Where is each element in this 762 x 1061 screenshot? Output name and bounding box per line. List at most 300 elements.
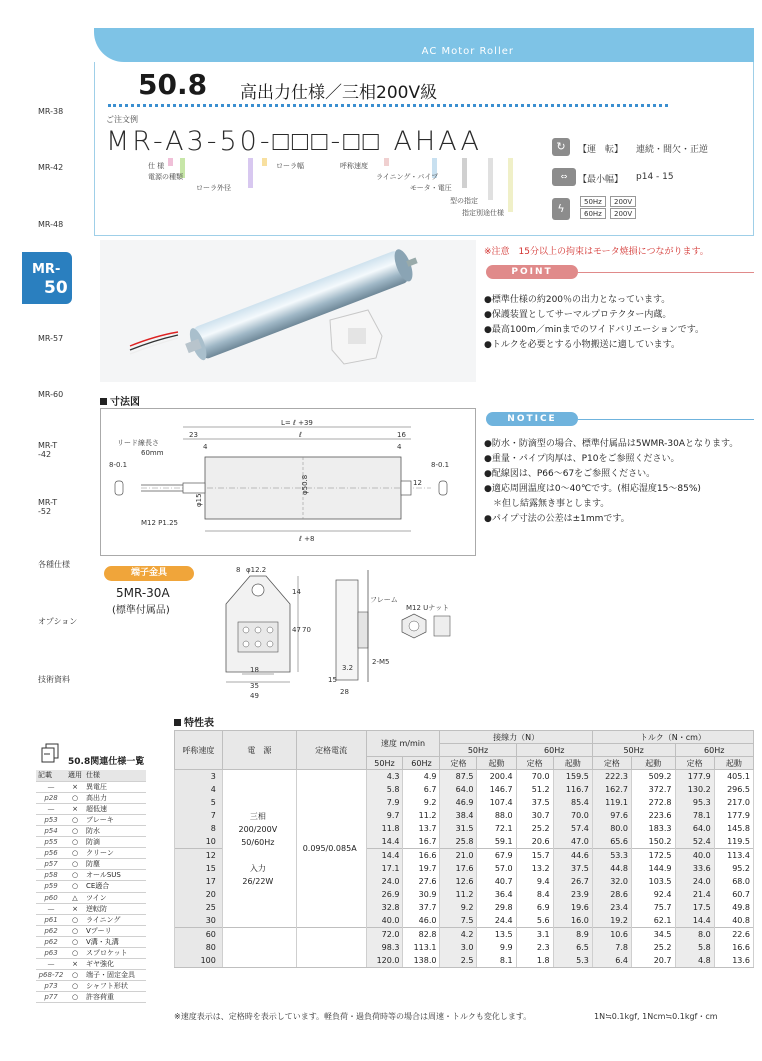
related-apply: ○ <box>66 914 84 925</box>
side-active-line1: MR- <box>32 262 61 277</box>
side-active-line2: 50 <box>44 278 68 298</box>
cell-value: 8.9 <box>553 928 592 941</box>
table-row <box>175 928 754 941</box>
row-speed-name: 60 <box>175 928 223 941</box>
related-page[interactable]: p54 <box>36 825 66 836</box>
side-nav-mr57[interactable]: MR-57 <box>38 334 64 343</box>
cell-value: 24.0 <box>366 875 403 888</box>
th-speed-50: 50Hz <box>366 757 403 770</box>
caution-note: ※注意 15分以上の拘束はモータ焼損につながります。 <box>484 247 709 257</box>
cell-value: 29.8 <box>477 901 516 914</box>
cell-value: 59.1 <box>477 835 516 848</box>
row-speed-name: 10 <box>175 835 223 848</box>
characteristics-title: 特性表 <box>174 714 214 729</box>
related-row <box>36 781 146 792</box>
dim-4b: 4 <box>397 443 402 451</box>
cell-value: 4.9 <box>403 770 440 783</box>
model-label-width: ローラ幅 <box>276 162 304 170</box>
related-page[interactable]: p60 <box>36 892 66 903</box>
cell-value: 6.5 <box>553 941 592 954</box>
side-nav-tech[interactable]: 技術資料 <box>38 675 70 684</box>
notice-item-6: ●パイプ寸法の公差は±1mmです。 <box>484 514 630 524</box>
cell-value: 70.0 <box>553 809 592 822</box>
related-page[interactable]: p55 <box>36 837 66 848</box>
related-page[interactable]: p59 <box>36 881 66 892</box>
cell-value: 159.5 <box>553 770 592 783</box>
cell-value: 95.3 <box>675 796 714 809</box>
cell-value: 20.7 <box>632 954 676 967</box>
model-label-diameter: ローラ外径 <box>196 184 231 192</box>
term-15: 15 <box>328 676 337 684</box>
cell-value: 44.8 <box>592 862 631 875</box>
term-frame: フレーム <box>370 596 398 604</box>
related-spec: Vプーリ <box>84 925 146 936</box>
row-speed-name: 25 <box>175 901 223 914</box>
point-item-3: ●最高100m／minまでのワイドバリエーションです。 <box>484 325 705 335</box>
cell-value: 51.2 <box>516 783 553 796</box>
terminal-pill: 端子金具 <box>104 566 194 581</box>
cell-value: 2.5 <box>440 954 477 967</box>
th-t60-start: 起動 <box>553 757 592 770</box>
term-70: 70 <box>302 626 311 634</box>
th-torque: トルク（N・cm） <box>592 731 753 744</box>
side-nav-options[interactable]: オプション <box>38 617 78 626</box>
related-row <box>36 892 146 903</box>
term-32: 3.2 <box>342 664 354 672</box>
cell-value: 70.0 <box>516 770 553 783</box>
related-apply: × <box>66 781 84 792</box>
related-spec: 超低速 <box>84 803 146 814</box>
operation-label: 【運 転】 <box>578 145 624 155</box>
cell-value: 17.1 <box>366 862 403 875</box>
cell-value: 85.4 <box>553 796 592 809</box>
cell-value: 64.0 <box>675 822 714 835</box>
related-spec: オールSUS <box>84 870 146 881</box>
related-apply: ○ <box>66 792 84 803</box>
row-speed-name: 7 <box>175 809 223 822</box>
side-nav-mr38[interactable]: MR-38 <box>38 107 64 116</box>
group-power-line: 入力 <box>249 863 266 873</box>
related-apply: ○ <box>66 837 84 848</box>
th-q60-rated: 定格 <box>675 757 714 770</box>
cell-value: 8.4 <box>516 888 553 901</box>
related-spec: スプロケット <box>84 948 146 959</box>
cell-value: 80.0 <box>592 822 631 835</box>
side-nav-mrt42[interactable]: MR-T -42 <box>38 441 58 459</box>
title-divider <box>108 104 668 107</box>
model-label-spec: 仕 様 <box>148 162 165 170</box>
cell-value: 16.6 <box>714 941 753 954</box>
cell-value: 4.8 <box>675 954 714 967</box>
point-item-2: ●保護装置としてサーマルプロテクター内蔵。 <box>484 310 672 320</box>
th-t50-rated: 定格 <box>440 757 477 770</box>
dim-sec2: 8-0.1 <box>431 461 450 469</box>
related-page[interactable]: — <box>36 781 66 792</box>
related-specs-icon <box>40 742 62 764</box>
dim-lead-len: 60mm <box>141 449 164 457</box>
related-page[interactable]: — <box>36 903 66 914</box>
th-t50-start: 起動 <box>477 757 516 770</box>
related-page[interactable]: p63 <box>36 948 66 959</box>
empty-cell <box>296 928 366 941</box>
related-spec: クリーン <box>84 848 146 859</box>
model-label-type: 型の指定 <box>450 197 478 205</box>
dim-4a: 4 <box>203 443 208 451</box>
related-spec: シャフト形状 <box>84 981 146 992</box>
cell-value: 9.7 <box>366 809 403 822</box>
cell-value: 44.6 <box>553 849 592 862</box>
related-row <box>36 992 146 1003</box>
cell-value: 14.4 <box>366 849 403 862</box>
cell-value: 11.8 <box>366 822 403 835</box>
th-tension-50: 50Hz <box>440 744 516 757</box>
side-nav-mr48[interactable]: MR-48 <box>38 220 64 229</box>
model-bar-8 <box>488 158 493 200</box>
related-apply: × <box>66 903 84 914</box>
related-apply: ○ <box>66 981 84 992</box>
cell-value: 5.6 <box>516 915 553 928</box>
related-page[interactable]: — <box>36 803 66 814</box>
cell-value: 26.9 <box>366 888 403 901</box>
related-apply: ○ <box>66 814 84 825</box>
cell-value: 138.0 <box>403 954 440 967</box>
related-page[interactable]: p53 <box>36 814 66 825</box>
empty-cell <box>222 941 296 954</box>
cell-value: 97.6 <box>592 809 631 822</box>
cell-value: 34.5 <box>632 928 676 941</box>
related-spec: 防滴 <box>84 837 146 848</box>
terminal-drawing <box>206 560 476 706</box>
related-row <box>36 837 146 848</box>
power-hz-50: 50Hz <box>580 196 606 207</box>
cell-value: 47.0 <box>553 835 592 848</box>
row-speed-name: 80 <box>175 941 223 954</box>
cell-value: 23.4 <box>592 901 631 914</box>
empty-cell <box>222 954 296 967</box>
th-speed-60: 60Hz <box>403 757 440 770</box>
related-page[interactable]: p73 <box>36 981 66 992</box>
cell-value: 38.4 <box>440 809 477 822</box>
cell-value: 172.5 <box>632 849 676 862</box>
cell-value: 113.1 <box>403 941 440 954</box>
table-row <box>175 954 754 967</box>
empty-cell <box>222 928 296 941</box>
related-page[interactable]: p62 <box>36 936 66 947</box>
related-apply: ○ <box>66 970 84 981</box>
related-specs-table <box>36 770 146 1003</box>
related-row <box>36 870 146 881</box>
cell-value: 9.2 <box>440 901 477 914</box>
cell-value: 46.0 <box>403 915 440 928</box>
model-bar-1 <box>168 158 173 166</box>
related-apply: ○ <box>66 936 84 947</box>
cell-value: 296.5 <box>714 783 753 796</box>
side-nav-mr50-active[interactable] <box>22 252 72 304</box>
dim-16: 16 <box>397 431 406 439</box>
cell-value: 21.0 <box>440 849 477 862</box>
cell-value: 24.0 <box>675 875 714 888</box>
related-apply: ○ <box>66 948 84 959</box>
group-power-line: 50/60Hz <box>241 837 275 847</box>
cell-value: 3.0 <box>440 941 477 954</box>
cell-value: 14.4 <box>366 835 403 848</box>
cell-value: 372.7 <box>632 783 676 796</box>
cell-value: 32.8 <box>366 901 403 914</box>
row-speed-name: 8 <box>175 822 223 835</box>
term-m5: 2-M5 <box>372 658 390 666</box>
cell-value: 87.5 <box>440 770 477 783</box>
cell-value: 21.4 <box>675 888 714 901</box>
cell-value: 20.6 <box>516 835 553 848</box>
related-row <box>36 948 146 959</box>
term-47: 47 <box>292 626 301 634</box>
point-item-1: ●標準仕様の約200％の出力となっています。 <box>484 295 671 305</box>
empty-cell <box>296 941 366 954</box>
row-speed-name: 15 <box>175 862 223 875</box>
speed-note: ※速度表示は、定格時を表示しています。軽負荷・過負荷時等の場合は周速・トルクも変化します。 <box>174 1012 532 1021</box>
cell-value: 25.2 <box>516 822 553 835</box>
side-nav-mr42[interactable]: MR-42 <box>38 163 64 172</box>
related-spec: ブレーキ <box>84 814 146 825</box>
cell-value: 9.9 <box>477 941 516 954</box>
side-nav-mr60[interactable]: MR-60 <box>38 390 64 399</box>
rotate-arrows-icon: ↻ <box>552 138 570 156</box>
cell-value: 22.6 <box>714 928 753 941</box>
row-speed-name: 17 <box>175 875 223 888</box>
dim-ell8: ℓ +8 <box>299 535 315 543</box>
cell-value: 8.1 <box>477 954 516 967</box>
cell-value: 10.6 <box>592 928 631 941</box>
cell-value: 11.2 <box>440 888 477 901</box>
cell-value: 40.8 <box>714 915 753 928</box>
dimension-drawing <box>100 408 476 556</box>
cell-value: 98.3 <box>366 941 403 954</box>
cell-value: 177.9 <box>714 809 753 822</box>
related-page[interactable]: p56 <box>36 848 66 859</box>
notice-item-4: ●適応周囲温度は0～40℃です。(相応湿度15～85%) <box>484 484 701 494</box>
related-row <box>36 825 146 836</box>
group-power <box>222 770 296 928</box>
cell-value: 200.4 <box>477 770 516 783</box>
cell-value: 57.0 <box>477 862 516 875</box>
cell-value: 11.2 <box>403 809 440 822</box>
row-speed-name: 100 <box>175 954 223 967</box>
related-apply: ○ <box>66 870 84 881</box>
related-apply: ○ <box>66 848 84 859</box>
cell-value: 40.0 <box>675 849 714 862</box>
power-v-50: 200V <box>610 196 636 207</box>
operation-value: 連続・間欠・正逆 <box>636 145 709 155</box>
cell-value: 57.4 <box>553 822 592 835</box>
notice-item-1: ●防水・防滴型の場合、標準付属品は5WMR-30Aとなります。 <box>484 439 739 449</box>
cell-value: 75.7 <box>632 901 676 914</box>
table-row <box>175 941 754 954</box>
term-14: 14 <box>292 588 301 596</box>
related-apply: ○ <box>66 825 84 836</box>
related-row <box>36 970 146 981</box>
characteristics-table <box>174 730 754 968</box>
related-page[interactable]: — <box>36 959 66 970</box>
cell-value: 26.7 <box>553 875 592 888</box>
cell-value: 68.0 <box>714 875 753 888</box>
th-q50-rated: 定格 <box>592 757 631 770</box>
cell-value: 5.8 <box>675 941 714 954</box>
related-page[interactable]: p77 <box>36 992 66 1003</box>
row-speed-name: 12 <box>175 849 223 862</box>
cell-value: 23.9 <box>553 888 592 901</box>
cell-value: 13.6 <box>714 954 753 967</box>
cell-value: 65.6 <box>592 835 631 848</box>
th-speed: 速度 m/min <box>366 731 440 757</box>
cell-value: 6.4 <box>592 954 631 967</box>
cell-value: 27.6 <box>403 875 440 888</box>
group-power-line <box>223 849 293 862</box>
related-row <box>36 959 146 970</box>
model-label-speed: 呼称速度 <box>340 162 368 170</box>
related-page[interactable]: p62 <box>36 925 66 936</box>
related-page[interactable]: p61 <box>36 914 66 925</box>
model-label-lining: ライニング・パイプ <box>376 173 439 181</box>
cell-value: 272.8 <box>632 796 676 809</box>
related-page[interactable]: p28 <box>36 792 66 803</box>
cell-value: 37.5 <box>553 862 592 875</box>
group-current: 0.095/0.085A <box>296 770 366 928</box>
terminal-block <box>330 310 382 364</box>
group-power-line: 26/22W <box>242 876 274 886</box>
model-bar-3 <box>248 158 253 188</box>
related-spec: ツイン <box>84 892 146 903</box>
cell-value: 130.2 <box>675 783 714 796</box>
th-torque-60: 60Hz <box>675 744 753 757</box>
related-row <box>36 792 146 803</box>
point-pill: POINT <box>486 265 578 279</box>
related-row <box>36 981 146 992</box>
page-title: 高出力仕様／三相200V級 <box>240 83 438 103</box>
related-row <box>36 903 146 914</box>
dim-phi15: φ15 <box>195 493 203 507</box>
related-spec: 防塵 <box>84 859 146 870</box>
related-apply: × <box>66 803 84 814</box>
term-49: 49 <box>250 692 259 700</box>
related-spec: ギヤ強化 <box>84 959 146 970</box>
cell-value: 78.1 <box>675 809 714 822</box>
related-spec: ライニング <box>84 914 146 925</box>
table-row <box>175 770 754 783</box>
term-28: 28 <box>340 688 349 696</box>
related-spec: 高出力 <box>84 792 146 803</box>
cell-value: 177.9 <box>675 770 714 783</box>
row-speed-name: 5 <box>175 796 223 809</box>
related-page[interactable]: p58 <box>36 870 66 881</box>
point-item-4: ●トルクを必要とする小物搬送に適しています。 <box>484 340 680 350</box>
cell-value: 222.3 <box>592 770 631 783</box>
min-width-label: 【最小幅】 <box>578 175 624 185</box>
th-tension-60: 60Hz <box>516 744 592 757</box>
term-18: 18 <box>250 666 259 674</box>
related-title: 50.8関連仕様一覧 <box>68 757 145 767</box>
cell-value: 32.0 <box>592 875 631 888</box>
min-width-value: p14 - 15 <box>636 172 674 182</box>
cell-value: 16.0 <box>553 915 592 928</box>
cell-value: 64.0 <box>440 783 477 796</box>
empty-cell <box>296 954 366 967</box>
cell-value: 509.2 <box>632 770 676 783</box>
cell-value: 19.6 <box>553 901 592 914</box>
cell-value: 53.3 <box>592 849 631 862</box>
th-rated-current: 定格電流 <box>296 731 366 770</box>
notice-pill: NOTICE <box>486 412 578 426</box>
roller-width-icon: ⇔ <box>552 168 576 186</box>
cell-value: 13.5 <box>477 928 516 941</box>
roller-illustration <box>100 240 476 382</box>
cell-value: 25.8 <box>440 835 477 848</box>
cell-value: 17.6 <box>440 862 477 875</box>
cell-value: 37.5 <box>516 796 553 809</box>
cell-value: 13.2 <box>516 862 553 875</box>
cell-value: 6.7 <box>403 783 440 796</box>
cell-value: 150.2 <box>632 835 676 848</box>
cell-value: 7.9 <box>366 796 403 809</box>
cell-value: 30.7 <box>516 809 553 822</box>
cell-value: 9.4 <box>516 875 553 888</box>
unit-note: 1N≒0.1kgf, 1Ncm≒0.1kgf・cm <box>594 1012 718 1021</box>
related-row <box>36 936 146 947</box>
cell-value: 67.9 <box>477 849 516 862</box>
model-bar-4 <box>262 158 267 166</box>
dim-l: L= ℓ +39 <box>281 419 313 427</box>
dim-lead: リード線長さ <box>117 439 159 447</box>
related-spec: 端子・固定金具 <box>84 970 146 981</box>
dim-12: 12 <box>413 479 422 487</box>
cell-value: 144.9 <box>632 862 676 875</box>
cell-value: 24.4 <box>477 915 516 928</box>
model-bar-7 <box>462 158 467 188</box>
cell-value: 40.7 <box>477 875 516 888</box>
cell-value: 25.2 <box>632 941 676 954</box>
th-tension: 接線力（N） <box>440 731 592 744</box>
related-row <box>36 803 146 814</box>
cell-value: 146.7 <box>477 783 516 796</box>
th-t60-rated: 定格 <box>516 757 553 770</box>
row-speed-name: 4 <box>175 783 223 796</box>
cell-value: 12.6 <box>440 875 477 888</box>
cell-value: 52.4 <box>675 835 714 848</box>
related-header-page: 記載 <box>36 770 66 781</box>
related-page[interactable]: p68-72 <box>36 970 66 981</box>
cell-value: 30.9 <box>403 888 440 901</box>
terminal-sub: (標準付属品) <box>112 605 170 616</box>
cell-value: 19.7 <box>403 862 440 875</box>
cell-value: 7.8 <box>592 941 631 954</box>
cell-value: 49.8 <box>714 901 753 914</box>
dim-23: 23 <box>189 431 198 439</box>
cell-value: 82.8 <box>403 928 440 941</box>
related-spec: CE適合 <box>84 881 146 892</box>
cell-value: 145.8 <box>714 822 753 835</box>
header-subtitle: AC Motor Roller <box>421 46 514 57</box>
cell-value: 5.3 <box>553 954 592 967</box>
product-photo <box>100 240 476 382</box>
cell-value: 113.4 <box>714 849 753 862</box>
side-nav-mrt52[interactable]: MR-T -52 <box>38 498 58 516</box>
order-example-label: ご注文例 <box>106 115 138 124</box>
side-nav-specs[interactable]: 各種仕様 <box>38 560 70 569</box>
cell-value: 16.7 <box>403 835 440 848</box>
related-page[interactable]: p57 <box>36 859 66 870</box>
related-row <box>36 881 146 892</box>
related-apply: × <box>66 959 84 970</box>
notice-item-3: ●配線図は、P66～67をご参照ください。 <box>484 469 656 479</box>
